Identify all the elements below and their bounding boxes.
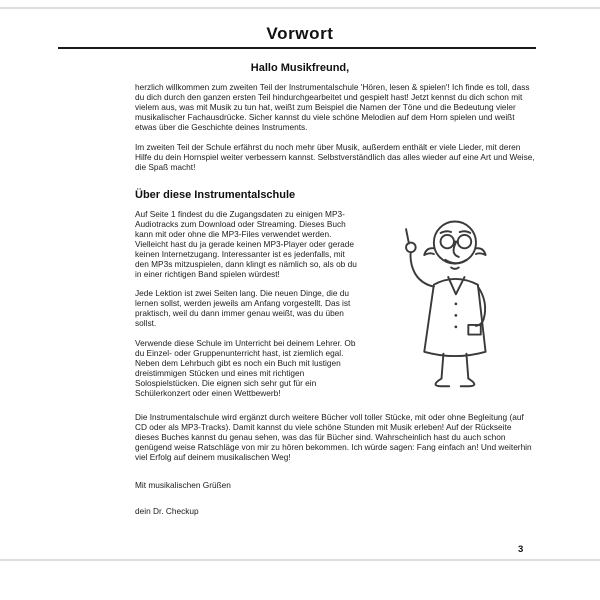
column-paragraph: Auf Seite 1 findest du die Zugangsdaten zu einigen MP3-Audiotracks zum Download oder Streaming. Dieses Buch kann mit oder ohne die MP3-Files verwendet werden. Vielleicht hast du ja gerade keinen MP3-Player oder gerade keinen Internetzugang. Interessanter ist es jedenfalls, mit den MP3s mitzuspielen, dann klingt es nämlich so, als ob du in einer richtigen Band spielen würdest! (135, 208, 357, 279)
salutation: Mit musikalischen Grüßen (135, 479, 231, 490)
title-rule (58, 47, 536, 49)
dr-checkup-illustration (369, 210, 537, 392)
page-top-edge (0, 7, 600, 9)
signature: dein Dr. Checkup (135, 505, 199, 516)
greeting-heading: Hallo Musikfreund, (250, 62, 350, 74)
page-number: 3 (518, 544, 524, 555)
column-paragraph: Verwende diese Schule im Unterricht bei deinem Lehrer. Ob du Einzel- oder Gruppenunterricht hast, ist ziemlich egal. Neben dem Lehrbuch gibt es noch ein Buch mit lustigen dreistimmigen Stücken und eines mit richtigen Solospielstücken. Die eignen sich sehr gut für ein Schülerkonzert oder einen Wettbewerb! (135, 338, 356, 399)
page-title: Vorwort (266, 24, 334, 43)
intro-paragraph: herzlich willkommen zum zweiten Teil der Instrumentalschule 'Hören, lesen & spielen'! Ich finde es toll, dass du dich durch den ganzen ersten Teil hindurchgearbeitet und gespielt hast! Jetzt kennst du dich schon mit vielem aus, was mit Musik zu tun hat, weißt zum Beispiel die Namen der Töne und die Bedeutung vieler musikalischer Fachausdrücke. Sicher kannst du viele schöne Melodien auf dem Horn spielen und weißt etwas über die Geschichte deines Instruments. (135, 82, 530, 132)
closing-paragraph: Die Instrumentalschule wird ergänzt durch weitere Bücher voll toller Stücke, mit oder ohne Begleitung (auf CD oder als MP3-Tracks). Damit kannst du viele schöne Stunden mit Musik erleben! Auf der Rückseite dieses Buches kannst du genau sehen, was das für Bücher sind. Wahrscheinlich hast du auch schon genügend weise Ratschläge von mir zu hören bekommen. Ich würde sagen: Fang einfach an! Und weiterhin viel Erfolg auf deinem musikalischen Weg! (135, 412, 532, 462)
column-paragraph: Jede Lektion ist zwei Seiten lang. Die neuen Dinge, die du lernen sollst, werden jeweils am Anfang vorgestellt. Das ist praktisch, weil du dann immer genau weißt, was du üben sollst. (135, 288, 351, 329)
section-heading: Über diese Instrumentalschule (135, 188, 296, 201)
page-bottom-edge (0, 559, 600, 561)
intro-paragraph: Im zweiten Teil der Schule erfährst du noch mehr über Musik, außerdem enthält er viele Lieder, mit deren Hilfe du dein Hornspiel weiter verbessern kannst. Selbstverständlich das alles wieder auf eine Art und Weise, die Spaß macht! (135, 141, 535, 172)
dr-checkup-cartoon-icon (369, 210, 537, 392)
page-content (135, 83, 537, 517)
